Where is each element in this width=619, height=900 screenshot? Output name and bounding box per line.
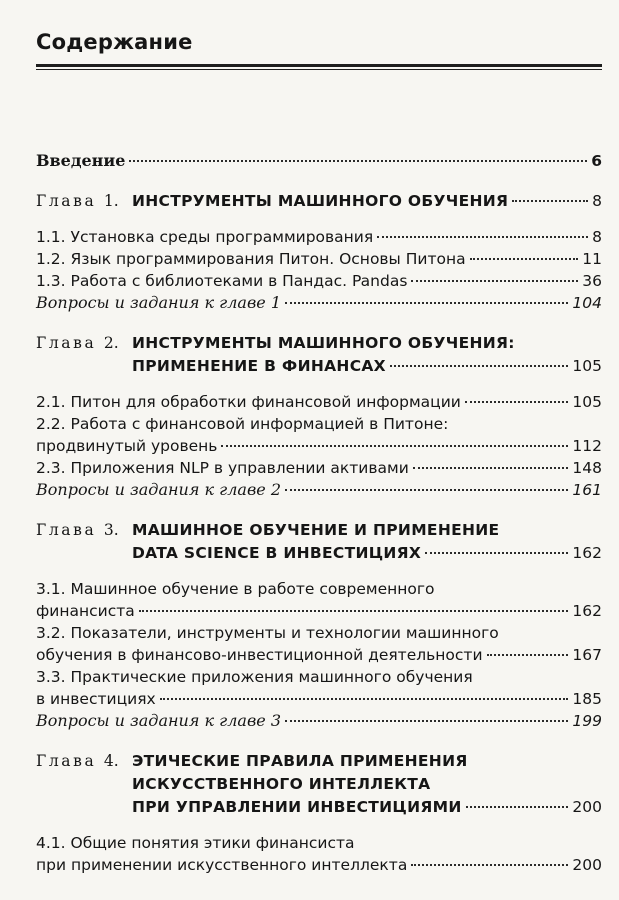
chapter-title-row — [36, 750, 602, 773]
toc-entry-section[interactable] — [36, 270, 602, 292]
chapter-label — [36, 190, 132, 212]
entry-title: при применении искусственного интеллекта — [36, 856, 408, 874]
chapter-title-row[interactable] — [36, 796, 602, 818]
chapter-title: ЭТИЧЕСКИЕ ПРАВИЛА ПРИМЕНЕНИЯ — [132, 752, 468, 770]
chapter-number: 2. — [103, 334, 119, 352]
chapter-title: ПРИ УПРАВЛЕНИИ ИНВЕСТИЦИЯМИ — [132, 798, 462, 816]
dot-leader — [390, 365, 568, 367]
page-number: 161 — [572, 481, 602, 499]
toc-entry-section-line[interactable]: 3.3. Практические приложения машинного обучения — [36, 668, 473, 686]
page-number: 36 — [582, 272, 602, 290]
toc-entry-section[interactable] — [36, 457, 602, 479]
toc-entry-section-line[interactable]: 2.2. Работа с финансовой информацией в Питоне: — [36, 415, 449, 433]
dot-leader — [470, 258, 579, 260]
toc-entry-section[interactable] — [36, 391, 602, 413]
toc-entry-section[interactable] — [36, 600, 602, 622]
chapter-title-row — [36, 519, 602, 542]
entry-title: 2.3. Приложения NLP в управлении активами — [36, 459, 409, 477]
chapter-title-row[interactable] — [36, 542, 602, 564]
toc-entry-section[interactable] — [36, 226, 602, 248]
chapter-list — [36, 190, 602, 876]
page-number: 148 — [572, 459, 602, 477]
page-number: 8 — [592, 192, 602, 210]
chapter-title-row[interactable] — [36, 190, 602, 212]
heading-rule-thin — [36, 69, 602, 70]
entry-title: финансиста — [36, 602, 135, 620]
chapter-title: DATA SCIENCE В ИНВЕСТИЦИЯХ — [132, 544, 422, 562]
chapter-block — [36, 190, 602, 314]
toc-entry-questions[interactable] — [36, 479, 602, 501]
page-title: Содержание — [36, 30, 193, 54]
page-number: 11 — [582, 250, 602, 268]
entry-title: продвинутый уровень — [36, 437, 218, 455]
chapter-word: Глава — [36, 192, 97, 210]
entry-title: Вопросы и задания к главе 3 — [36, 711, 282, 730]
page-number: 199 — [572, 712, 602, 730]
page-number: 185 — [572, 690, 602, 708]
toc-entry-section[interactable] — [36, 435, 602, 457]
chapter-word: Глава — [36, 521, 97, 539]
entry-title: 1.2. Язык программирования Питон. Основы Питона — [36, 250, 466, 268]
heading-rule — [36, 64, 602, 67]
toc-entry-section[interactable] — [36, 854, 602, 876]
dot-leader — [411, 280, 578, 282]
dot-leader — [512, 200, 588, 202]
chapter-title-row[interactable] — [36, 355, 602, 377]
chapter-title: ИНСТРУМЕНТЫ МАШИННОГО ОБУЧЕНИЯ: — [132, 334, 515, 352]
chapter-block — [36, 750, 602, 876]
dot-leader — [221, 445, 568, 447]
page-number: 104 — [572, 294, 602, 312]
toc-entry-questions[interactable] — [36, 710, 602, 732]
page-number: 112 — [572, 437, 602, 455]
dot-leader — [285, 302, 568, 304]
toc-entry-section[interactable] — [36, 248, 602, 270]
table-of-contents — [36, 140, 602, 876]
dot-leader — [285, 489, 568, 491]
chapter-word: Глава — [36, 334, 97, 352]
dot-leader — [411, 864, 568, 866]
entry-title: 2.1. Питон для обработки финансовой информации — [36, 393, 461, 411]
entry-title: 1.3. Работа с библиотеками в Пандас. Pandas — [36, 272, 408, 290]
chapter-word: Глава — [36, 752, 97, 770]
dot-leader — [465, 401, 569, 403]
toc-entry-section-line[interactable]: 4.1. Общие понятия этики финансиста — [36, 834, 355, 852]
dot-leader — [466, 806, 569, 808]
chapter-number: 1. — [103, 192, 119, 210]
chapter-block — [36, 519, 602, 732]
page-number: 6 — [591, 152, 602, 170]
chapter-block — [36, 332, 602, 501]
dot-leader — [425, 552, 568, 554]
dot-leader — [377, 236, 588, 238]
page-number: 200 — [572, 798, 602, 816]
entry-title: 1.1. Установка среды программирования — [36, 228, 374, 246]
page-number: 8 — [592, 228, 602, 246]
chapter-title-row — [36, 332, 602, 355]
chapter-title: ИСКУССТВЕННОГО ИНТЕЛЛЕКТА — [132, 775, 431, 793]
chapter-title: ИНСТРУМЕНТЫ МАШИННОГО ОБУЧЕНИЯ — [132, 192, 509, 210]
page-number: 105 — [572, 357, 602, 375]
chapter-label — [36, 332, 132, 355]
toc-entry-questions[interactable] — [36, 292, 602, 314]
chapter-number: 4. — [103, 752, 119, 770]
entry-title: Вопросы и задания к главе 1 — [36, 293, 282, 312]
toc-entry-section-line[interactable]: 3.2. Показатели, инструменты и технологии машинного — [36, 624, 499, 642]
entry-title: Вопросы и задания к главе 2 — [36, 480, 282, 499]
chapter-title-row — [36, 773, 602, 796]
toc-entry-section[interactable] — [36, 644, 602, 666]
page-number: 200 — [572, 856, 602, 874]
dot-leader — [139, 610, 569, 612]
section-list — [36, 226, 602, 314]
entry-title: обучения в финансово-инвестиционной деятельности — [36, 646, 483, 664]
toc-entry-section-line[interactable]: 3.1. Машинное обучение в работе современного — [36, 580, 435, 598]
toc-entry-section[interactable] — [36, 688, 602, 710]
chapter-title: МАШИННОЕ ОБУЧЕНИЕ И ПРИМЕНЕНИЕ — [132, 521, 500, 539]
section-list — [36, 832, 602, 876]
page-number: 167 — [572, 646, 602, 664]
dot-leader — [160, 698, 569, 700]
chapter-number: 3. — [103, 521, 119, 539]
chapter-label — [36, 750, 132, 773]
section-list — [36, 391, 602, 501]
page-number: 162 — [572, 544, 602, 562]
entry-title: Введение — [36, 151, 126, 170]
page-number: 162 — [572, 602, 602, 620]
dot-leader — [285, 720, 568, 722]
dot-leader — [413, 467, 569, 469]
chapter-title: ПРИМЕНЕНИЕ В ФИНАНСАХ — [132, 357, 386, 375]
section-list — [36, 578, 602, 732]
dot-leader — [129, 160, 587, 162]
chapter-label — [36, 519, 132, 542]
page-number: 105 — [572, 393, 602, 411]
entry-title: в инвестициях — [36, 690, 156, 708]
toc-entry-intro[interactable] — [36, 150, 602, 172]
dot-leader — [487, 654, 569, 656]
